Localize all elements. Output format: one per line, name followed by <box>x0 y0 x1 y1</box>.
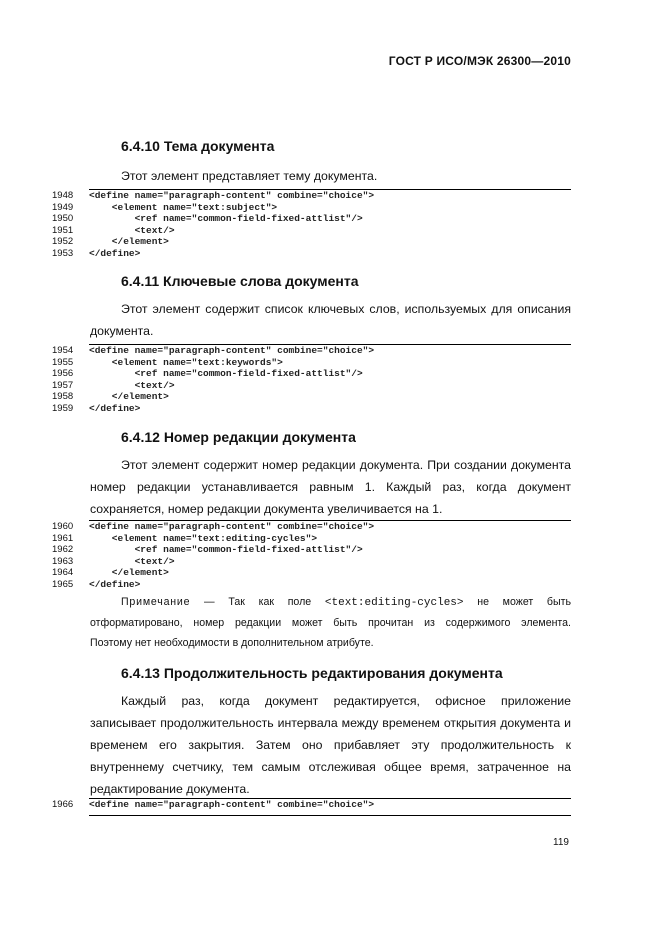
code-line <box>52 533 571 545</box>
note-line: Поэтому нет необходимости в дополнительном атрибуте. <box>90 637 374 649</box>
line-number: 1966 <box>52 799 74 810</box>
code-line <box>52 567 571 579</box>
line-number: 1959 <box>52 402 74 414</box>
paragraph-line: сохраняется, номер редакции документа увеличивается на 1. <box>90 502 443 516</box>
document-header: ГОСТ Р ИСО/МЭК 26300—2010 <box>388 54 571 68</box>
code-text: <element name="text:editing-cycles"> <box>89 532 318 544</box>
code-line <box>52 213 571 225</box>
section-heading-6-4-13: 6.4.13 Продолжительность редактирования документа <box>121 665 503 681</box>
line-number: 1963 <box>52 555 74 567</box>
code-line <box>52 380 571 392</box>
code-text: <define name="paragraph-content" combine="choice"> <box>89 799 375 810</box>
section-heading-6-4-11: 6.4.11 Ключевые слова документа <box>121 273 359 289</box>
code-text: <element name="text:subject"> <box>89 201 278 213</box>
note-label: Примечание <box>121 596 191 608</box>
line-number: 1951 <box>52 224 74 236</box>
line-number: 1958 <box>52 391 74 403</box>
code-line <box>52 403 571 415</box>
line-number: 1962 <box>52 544 74 556</box>
line-number: 1954 <box>52 345 74 356</box>
code-listing-6-4-12 <box>52 520 571 591</box>
code-text: <define name="paragraph-content" combine="choice"> <box>89 521 375 532</box>
note-line: отформатировано, номер редакции может быть прочитан из содержимого элемента. <box>90 617 571 629</box>
code-line <box>52 521 571 533</box>
code-line <box>52 368 571 380</box>
code-line <box>52 544 571 556</box>
code-listing-6-4-13 <box>52 798 571 816</box>
code-line <box>52 225 571 237</box>
paragraph-line: Каждый раз, когда документ редактируется, офисное приложение <box>121 694 571 708</box>
paragraph-line: документа. <box>90 324 154 338</box>
code-text: </element> <box>89 567 169 579</box>
paragraph-line: номер редакции устанавливается равным 1. Каждый раз, когда документ <box>90 480 571 494</box>
paragraph-line: Этот элемент представляет тему документа. <box>121 169 378 183</box>
code-text: <define name="paragraph-content" combine="choice"> <box>89 190 375 201</box>
line-number: 1960 <box>52 521 74 532</box>
code-text: <element name="text:keywords"> <box>89 356 283 368</box>
code-line <box>52 799 571 811</box>
code-text: <text/> <box>89 555 175 567</box>
code-text: </define> <box>89 402 141 414</box>
line-number: 1952 <box>52 236 74 248</box>
section-paragraph-6-4-12 <box>90 454 571 520</box>
line-number: 1964 <box>52 567 74 579</box>
line-number: 1965 <box>52 578 74 590</box>
code-text: <ref name="common-field-fixed-attlist"/> <box>89 544 363 556</box>
section-paragraph-6-4-13 <box>90 690 571 800</box>
page-number: 119 <box>553 837 569 848</box>
code-text: <ref name="common-field-fixed-attlist"/> <box>89 368 363 380</box>
line-number: 1956 <box>52 368 74 380</box>
code-text: </define> <box>89 247 141 259</box>
line-number: 1953 <box>52 247 74 259</box>
code-text: <text/> <box>89 224 175 236</box>
code-line <box>52 579 571 591</box>
note-text: не может быть <box>463 596 571 608</box>
code-line <box>52 345 571 357</box>
code-text: <define name="paragraph-content" combine="choice"> <box>89 345 375 356</box>
code-line <box>52 556 571 568</box>
note-text: — Так как поле <box>190 596 325 608</box>
code-text: <text/> <box>89 379 175 391</box>
code-line <box>52 202 571 214</box>
code-line <box>52 248 571 260</box>
paragraph-line: Этот элемент содержит список ключевых слов, используемых для описания <box>121 302 571 316</box>
line-number: 1957 <box>52 379 74 391</box>
line-number: 1948 <box>52 190 74 201</box>
line-number: 1950 <box>52 213 74 225</box>
paragraph-line: внутреннему счетчику, тем самым отслеживая общее время, затраченное на <box>90 760 571 774</box>
section-paragraph-6-4-10 <box>90 165 571 187</box>
paragraph-line: записывает продолжительность интервала между временем открытия документа и <box>90 716 571 730</box>
code-text: </element> <box>89 391 169 403</box>
code-line <box>52 190 571 202</box>
code-bottom-rule <box>89 815 571 816</box>
note-code: <text:editing-cycles> <box>324 597 464 609</box>
paragraph-line: Этот элемент содержит номер редакции документа. При создании документа <box>121 458 571 472</box>
section-paragraph-6-4-11 <box>90 298 571 342</box>
note-block <box>90 592 571 653</box>
note-line <box>90 592 571 613</box>
code-listing-6-4-10 <box>52 189 571 260</box>
code-listing-6-4-11 <box>52 344 571 415</box>
section-heading-6-4-10: 6.4.10 Тема документа <box>121 138 275 154</box>
paragraph-line: временем его закрытия. Затем оно прибавляет эту продолжительность к <box>90 738 571 752</box>
line-number: 1955 <box>52 356 74 368</box>
code-line <box>52 391 571 403</box>
code-line <box>52 357 571 369</box>
paragraph-line: редактирование документа. <box>90 782 250 796</box>
section-heading-6-4-12: 6.4.12 Номер редакции документа <box>121 429 356 445</box>
line-number: 1949 <box>52 201 74 213</box>
code-line <box>52 236 571 248</box>
code-text: </element> <box>89 236 169 248</box>
line-number: 1961 <box>52 532 74 544</box>
code-text: <ref name="common-field-fixed-attlist"/> <box>89 213 363 225</box>
code-text: </define> <box>89 578 141 590</box>
